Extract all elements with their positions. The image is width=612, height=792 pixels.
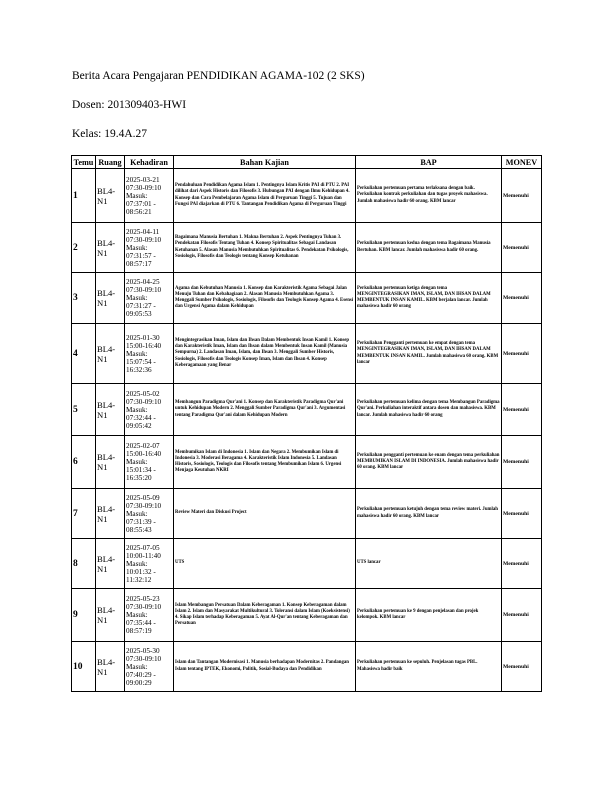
- cell-bap: Perkuliahan pertemuan kelima dengan tema Membangun Paradigma Qur'ani. Perkuliahan interaktif antara dosen dan mahasiswa. KBM lancar. Jumlah mahasiswa hadir 60 orang: [356, 384, 502, 436]
- cell-pertemuan: 4: [72, 324, 96, 384]
- cell-ruang: BL4-N1: [96, 436, 125, 489]
- cell-kehadiran: 2025-03-21 07:30-09:10 Masuk: 07:37:01 - 08:56:21: [125, 169, 174, 223]
- table-row: [72, 539, 542, 589]
- cell-monev: Memenuhi: [502, 384, 542, 436]
- header-bahan-kajian: Bahan Kajian: [174, 156, 356, 169]
- table-row: [72, 169, 542, 223]
- cell-pertemuan: 1: [72, 169, 96, 223]
- cell-kehadiran: 2025-05-30 07:30-09:10 Masuk: 07:40:29 - 09:00:29: [125, 642, 174, 692]
- class-id: Kelas: 19.4A.27: [72, 128, 148, 140]
- cell-kehadiran: 2025-02-07 15:00-16:40 Masuk: 15:01:34 - 16:35:20: [125, 436, 174, 489]
- cell-pertemuan: 7: [72, 489, 96, 539]
- cell-bap: Perkuliahan pertemuan ketiga dengan tema MENGINTEGRASIKAN IMAN, ISLAM, DAN IHSAN DALAM MEMBENTUK INSAN KAMIL. KBM berjalan lancar. Jumlah mahasiswa hadir 60 orang: [356, 273, 502, 324]
- table-row: [72, 589, 542, 642]
- cell-kehadiran: 2025-07-05 10:00-11:40 Masuk: 10:01:32 - 11:32:12: [125, 539, 174, 589]
- cell-ruang: BL4-N1: [96, 384, 125, 436]
- cell-ruang: BL4-N1: [96, 489, 125, 539]
- cell-monev: Memenuhi: [502, 273, 542, 324]
- cell-bahan-kajian: Mengintegrasikan Iman, Islam dan Ihsan Dalam Membentuk Insan Kamil 1. Konsep dan Karakteristik Iman, Islam dan Ihsan dalam Membentuk Insan Kamil (Manusia Sempurna) 2. Landasan Iman, Islam, dan Ihsan 3. Menggali Sumber Historis, Sosiologis, Filosofis dan Teologis Konsep Iman, Islam dan Ihsan 4. Konsep Keberagamaan yang Benar: [174, 324, 356, 384]
- cell-bahan-kajian: Islam dan Tantangan Modernisasi 1. Manusia berhadapan Modernitas 2. Pandangan Islam tentang IPTEK, Ekonomi, Politik, Sosial-Budaya dan Pendidikan: [174, 642, 356, 692]
- cell-bahan-kajian: Membumikan Islam di Indonesia 1. Islam dan Negara 2. Membumikan Islam di Indonesia 3. Moderasi Beragama 4. Karakteristik Islam Indonesia 5. Landasan Historis, Sosiologis, Teologis dan Filosofis tentang Membumikan Islam 6. Urgensi Menjaga Keutuhan NKRI: [174, 436, 356, 489]
- cell-bahan-kajian: Islam Membangun Persatuan Dalam Keberagaman 1. Konsep Keberagaman dalam Islam 2. Islam dan Masyarakat Multikultural 3. Toleransi dalam Islam (Koeksistensi) 4. Sikap Islam terhadap Keberagaman 5. Ayat Al-Qur'an tentang Keberagaman dan Persatuan: [174, 589, 356, 642]
- table-row: [72, 489, 542, 539]
- table-row: [72, 384, 542, 436]
- header-kehadiran: Kehadiran: [125, 156, 174, 169]
- cell-monev: Memenuhi: [502, 169, 542, 223]
- cell-bahan-kajian: UTS: [174, 539, 356, 589]
- cell-ruang: BL4-N1: [96, 324, 125, 384]
- cell-pertemuan: 9: [72, 589, 96, 642]
- table-row: [72, 273, 542, 324]
- cell-bahan-kajian: Agama dan Kebutuhan Manusia 1. Konsep dan Karakteristik Agama Sebagai Jalan Menuju Tuhan dan Kebahagiaan 2. Alasan Manusia Membutuhkan Agama 3. Menggali Sumber Psikologis, Sosiologis, Filosofis dan Teologis Konsep Agama 4. Esensi dan Urgensi Agama dalam Kehidupan: [174, 273, 356, 324]
- cell-monev: Memenuhi: [502, 489, 542, 539]
- table-row: [72, 324, 542, 384]
- cell-monev: Memenuhi: [502, 589, 542, 642]
- cell-pertemuan: 3: [72, 273, 96, 324]
- table-header-row: [72, 156, 542, 169]
- table-row: [72, 642, 542, 692]
- cell-pertemuan: 8: [72, 539, 96, 589]
- header-pertemuan: Temu: [72, 156, 96, 169]
- cell-kehadiran: 2025-04-11 07:30-09:10 Masuk: 07:31:57 - 08:57:17: [125, 223, 174, 273]
- header-monev: MONEV: [502, 156, 542, 169]
- lecturer-id: Dosen: 201309403-HWI: [72, 99, 187, 111]
- cell-bap: Perkuliahan pertemuan ke 9 dengan penjelasan dan projek kelompok. KBM lancar: [356, 589, 502, 642]
- cell-bahan-kajian: Bagaimana Manusia Bertuhan 1. Makna Bertuhan 2. Aspek Pentingnya Tuhan 3. Pendekatan Filosofis Tentang Tuhan 4. Konsep Spiritualitas Sebagai Landasan Ketuhanan 5. Alasan Manusia Membutuhkan Spiritualitas 6. Pendekatan Psikologis, Sosiologis, Filosofis dan Teologis tentang Konsep Ketuhanan: [174, 223, 356, 273]
- cell-bap: Perkuliahan pertemuan ke sepuluh. Penjelasan tugas PBL. Mahasiswa hadir baik: [356, 642, 502, 692]
- cell-bap: Perkuliahan pertemuan pertama terlaksana dengan baik. Perkuliahan kontrak perkuliahan dan tugas proyek mahasiswa. Jumlah mahasiswa hadir 60 orang. KBM lancar: [356, 169, 502, 223]
- cell-bap: Perkuliahan pertemuan ketujuh dengan tema review materi. Jumlah mahasiswa hadir 60 orang. KBM lancar: [356, 489, 502, 539]
- cell-kehadiran: 2025-05-09 07:30-09:10 Masuk: 07:31:39 - 08:55:43: [125, 489, 174, 539]
- cell-pertemuan: 10: [72, 642, 96, 692]
- cell-monev: Memenuhi: [502, 436, 542, 489]
- cell-monev: Memenuhi: [502, 642, 542, 692]
- cell-bap: Perkuliahan pengganti pertemuan ke enam dengan tema perkuliahan MEMBUMIKAN ISLAM DI INDONESIA. Jumlah mahasiswa hadir 60 orang. KBM lancar: [356, 436, 502, 489]
- cell-ruang: BL4-N1: [96, 539, 125, 589]
- bap-table: [71, 155, 542, 692]
- header-ruang: Ruang: [96, 156, 125, 169]
- header-bap: BAP: [356, 156, 502, 169]
- cell-kehadiran: 2025-05-02 07:30-09:10 Masuk: 07:32:44 - 09:05:42: [125, 384, 174, 436]
- cell-kehadiran: 2025-04-25 07:30-09:10 Masuk: 07:31:27 - 09:05:53: [125, 273, 174, 324]
- cell-ruang: BL4-N1: [96, 273, 125, 324]
- cell-ruang: BL4-N1: [96, 169, 125, 223]
- cell-kehadiran: 2025-01-30 15:00-16:40 Masuk: 15:07:54 - 16:32:36: [125, 324, 174, 384]
- cell-monev: Memenuhi: [502, 539, 542, 589]
- cell-ruang: BL4-N1: [96, 223, 125, 273]
- cell-bahan-kajian: Pendahuluan Pendidikan Agama Islam 1. Pentingnya Islam Kritis PAI di PTU 2. PAI dilihat dari Aspek Historis dan Filosofis 3. Hubungan PAI dengan Ilmu Kehidupan 4. Konsep dan Cara Pembelajaran Agama Islam di Perguruan Tinggi 5. Tujuan dan Fungsi PAI diajarkan di PTU 6. Tantangan Pendidikan Agama di Perguruan Tinggi: [174, 169, 356, 223]
- document-title: Berita Acara Pengajaran PENDIDIKAN AGAMA-102 (2 SKS): [72, 70, 365, 82]
- table-row: [72, 436, 542, 489]
- cell-bap: UTS lancar: [356, 539, 502, 589]
- cell-monev: Memenuhi: [502, 324, 542, 384]
- cell-bahan-kajian: Membangun Paradigma Qur'ani 1. Konsep dan Karakteristik Paradigma Qur'ani untuk Kehidupan Modern 2. Menggali Sumber Paradigma Qur'ani 3. Argumentasi tentang Paradigma Qur'ani dalam Kehidupan Modern: [174, 384, 356, 436]
- cell-pertemuan: 2: [72, 223, 96, 273]
- cell-pertemuan: 6: [72, 436, 96, 489]
- cell-bap: Perkuliahan pertemuan kedua dengan tema Bagaimana Manusia Bertuhan. KBM lancar. Jumlah mahasiswa hadir 60 orang.: [356, 223, 502, 273]
- cell-ruang: BL4-N1: [96, 642, 125, 692]
- table-row: [72, 223, 542, 273]
- cell-monev: Memenuhi: [502, 223, 542, 273]
- cell-kehadiran: 2025-05-23 07:30-09:10 Masuk: 07:35:44 - 08:57:19: [125, 589, 174, 642]
- cell-bap: Perkuliahan Pengganti pertemuan ke empat dengan tema MENGINTEGRASIKAN IMAN, ISLAM, DAN IHSAN DALAM MEMBENTUK INSAN KAMIL. Jumlah mahasiswa 60 orang. KBM lancar: [356, 324, 502, 384]
- cell-bahan-kajian: Review Materi dan Diskusi Project: [174, 489, 356, 539]
- cell-ruang: BL4-N1: [96, 589, 125, 642]
- cell-pertemuan: 5: [72, 384, 96, 436]
